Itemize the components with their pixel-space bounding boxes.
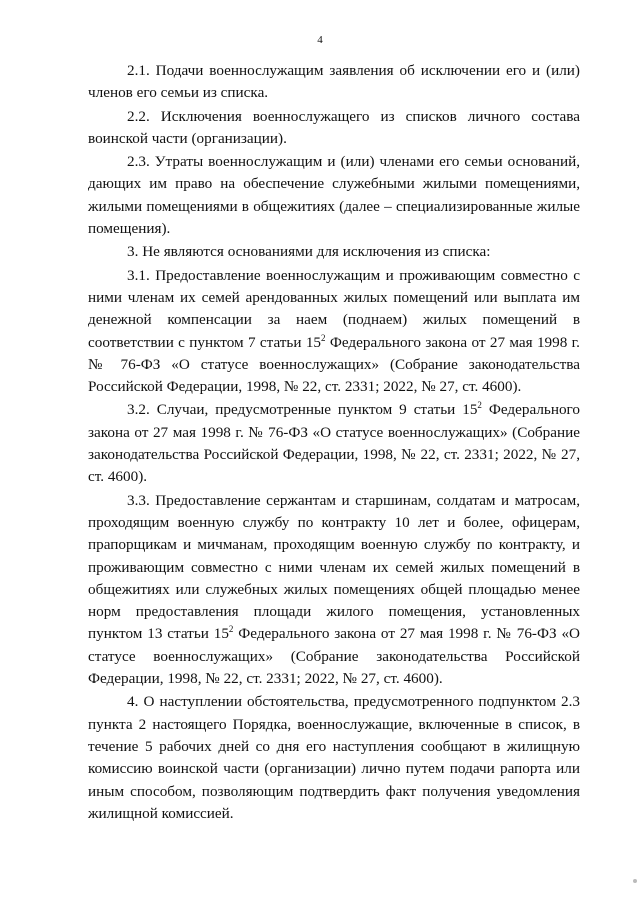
paragraph-3-3 [88,490,580,691]
paragraph-3-1 [88,265,580,399]
paragraph-4: 4. О наступлении обстоятельства, предусмотренного подпунктом 2.3 пункта 2 настоящего Порядка, военнослужащие, включенные в список, в течение 5 рабочих дней со дня его наступления сообщают в жилищную комиссию воинской части (организации) лично путем подачи рапорта или иным способом, позволяющим подтвердить факт получения уведомления жилищной комиссией. [88,693,580,822]
document-body [88,60,580,825]
paragraph-3-3-superscript: 2 [228,624,234,635]
page-number: 4 [317,34,323,46]
paragraph-3-2-text-b: Федерального закона от 27 мая 1998 г. № 76-ФЗ «О статусе военнослужащих» (Собрание законодательства Российской Федерации, 1998, № 22, ст. 2331; 2022, № 27, ст. 4600). [88,401,580,486]
paragraph-3-3-text-b: Федерального закона от 27 мая 1998 г. № 76-ФЗ «О статусе военнослужащих» (Собрание законодательства Российской Федерации, 1998, № 22, ст. 2331; 2022, № 27, ст. 4600). [88,625,581,688]
paragraph-2-2: 2.2. Исключения военнослужащего из списков личного состава воинской части (организации). [88,107,580,147]
paragraph-3-1-text-a: 3.1. Предоставление военнослужащим и проживающим совместно с ними членам их семей арендованных жилых помещений или выплата им денежной компенсации за наем (поднаем) жилых помещений в соответствии с пунктом 7 статьи 15 [88,266,580,351]
paragraph-3: 3. Не являются основаниями для исключения из списка: [127,243,491,261]
paragraph-3-1-text-b: Федерального закона от 27 мая 1998 г. № 76-ФЗ «О статусе военнослужащих» (Собрание законодательства Российской Федерации, 1998, № 22, ст. 2331; 2022, № 27, ст. 4600). [88,333,580,396]
paragraph-3-1-superscript: 2 [321,332,326,343]
paragraph-2-3: 2.3. Утраты военнослужащим и (или) членами его семьи оснований, дающих им право на обеспечение служебными жилыми помещениями, жилыми помещениями в общежитиях (далее – специализированные жилые помещения). [88,153,580,238]
paragraph-2-1: 2.1. Подачи военнослужащим заявления об исключении его и (или) членов его семьи из списка. [88,62,580,102]
paragraph-3-2-text-a: 3.2. Случаи, предусмотренные пунктом 9 статьи 15 [127,401,478,419]
paragraph-3-2 [88,399,580,488]
paragraph-3-2-superscript: 2 [477,400,482,411]
paragraph-3-3-text-a: 3.3. Предоставление сержантам и старшинам, солдатам и матросам, проходящим военную службу по контракту 10 лет и более, офицерам, прапорщикам и мичманам, проходящим военную службу по контракту, и проживающим совместно с ними членам их семей жилых помещений в общежитиях или служебных жилых помещениях общей площадью менее норм предоставления площади жилого помещения, установленных пунктом 13 статьи 15 [88,491,580,643]
scan-dot [633,879,637,883]
